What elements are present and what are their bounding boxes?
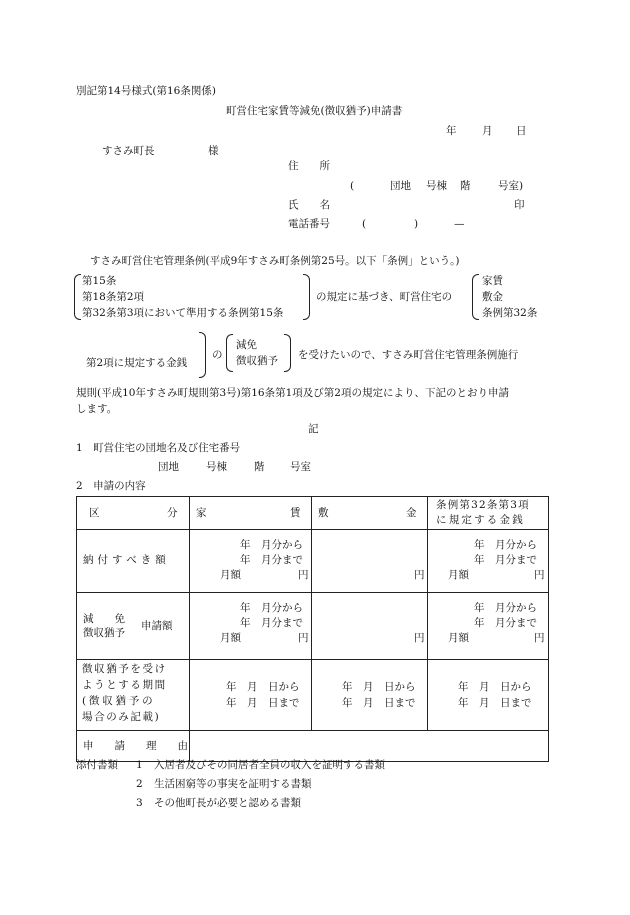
- date-year: 年: [446, 125, 457, 137]
- ki-mark: 記: [308, 423, 319, 435]
- left-option-3: 第32条第3項において準用する条例第15条: [82, 307, 284, 319]
- body-line3-no: の: [212, 349, 223, 361]
- header-kubun: 区 分: [77, 497, 190, 530]
- addressee-name: すさみ町長: [102, 145, 155, 157]
- date-month: 月: [482, 125, 493, 137]
- unit-kai: 階: [460, 180, 471, 192]
- right-option-3: 条例第32条: [482, 307, 538, 319]
- name-label: 氏 名: [288, 199, 330, 211]
- attachment-3-no: 3: [136, 797, 143, 809]
- row2-deposit: 円: [312, 593, 428, 660]
- header-deposit: 敷 金: [312, 497, 428, 530]
- addressee-honorific: 様: [208, 145, 219, 157]
- line3-option-1: 減免: [236, 339, 257, 351]
- row3-deposit: 年 月 日から 年 月 日まで: [312, 660, 428, 731]
- section1-danchi: 団地: [158, 461, 179, 473]
- phone-open-paren: (: [362, 218, 367, 230]
- right-bracket: [472, 274, 479, 320]
- address-label: 住 所: [288, 160, 330, 172]
- left-option-1: 第15条: [82, 275, 117, 287]
- seal-mark: 印: [514, 199, 525, 211]
- header-money: 条例第32条第3項 に規定する金銭: [428, 497, 549, 530]
- row3-rent: 年 月 日から 年 月 日まで: [190, 660, 312, 731]
- attachment-1-no: 1: [136, 759, 143, 771]
- body-mid-text: の規定に基づき、町営住宅の: [316, 291, 453, 303]
- section1-kai: 階: [254, 461, 265, 473]
- left-bracket-close: [303, 274, 310, 320]
- section1-goto: 号棟: [206, 461, 227, 473]
- row2-money: 年 月分から 年 月分まで 月額 円: [428, 593, 549, 660]
- section2-title: 2 申請の内容: [76, 480, 146, 492]
- body-line1: すさみ町営住宅管理条例(平成9年すさみ町条例第25号。以下「条例」という。): [90, 255, 460, 267]
- body-line4: 規則(平成10年すさみ町規則第3号)第16条第1項及び第2項の規定により、下記のとおり申請: [76, 387, 509, 399]
- form-id: 別記第14号様式(第16条関係): [76, 85, 216, 97]
- left-bracket: [74, 274, 81, 320]
- row1-money: 年 月分から 年 月分まで 月額 円: [428, 530, 549, 593]
- unit-goto: 号棟: [426, 180, 447, 192]
- attachment-2-text: 生活困窮等の事実を証明する書類: [154, 778, 312, 790]
- row1-rent: 年 月分から 年 月分まで 月額 円: [190, 530, 312, 593]
- right-option-2: 敷金: [482, 291, 503, 303]
- phone-dash: —: [454, 218, 465, 230]
- line3-bracket-close: [199, 332, 206, 378]
- right-option-1: 家賃: [482, 275, 503, 287]
- row1-deposit: 円: [312, 530, 428, 593]
- row3-label: 徴収猶予を受け ようとする期間 (徴収猶予の 場合のみ記載): [77, 660, 190, 731]
- form-title: 町営住宅家賃等減免(徴収猶予)申請書: [226, 105, 403, 117]
- line3-options-bracket: [226, 334, 233, 372]
- application-table: [76, 496, 549, 762]
- body-line3-prefix: 第2項に規定する金銭: [86, 357, 188, 369]
- attachment-3-text: その他町長が必要と認める書類: [154, 797, 301, 809]
- row1-label: 納付すべき額: [77, 530, 190, 593]
- section1-goshitsu: 号室: [290, 461, 311, 473]
- left-option-2: 第18条第2項: [82, 291, 145, 303]
- unit-danchi: 団地: [390, 180, 411, 192]
- attachment-1-text: 入居者及びその同居者全員の収入を証明する書類: [154, 759, 385, 771]
- row4-label: 申 請 理 由: [77, 731, 190, 762]
- phone-close-paren: ): [414, 218, 419, 230]
- phone-label: 電話番号: [288, 218, 330, 230]
- unit-goshitsu: 号室): [498, 180, 524, 192]
- row2-label: 減 免 徴収猶予 申請額: [77, 593, 190, 660]
- date-day: 日: [516, 125, 527, 137]
- body-line3-suffix: を受けたいので、すさみ町営住宅管理条例施行: [298, 349, 519, 361]
- section1-title: 1 町営住宅の団地名及び住宅番号: [76, 442, 241, 454]
- body-line5: します。: [76, 403, 118, 415]
- line3-option-2: 徴収猶予: [236, 355, 278, 367]
- unit-open-paren: (: [350, 180, 355, 192]
- row2-rent: 年 月分から 年 月分まで 月額 円: [190, 593, 312, 660]
- attachment-2-no: 2: [136, 778, 143, 790]
- line3-options-bracket-close: [284, 334, 291, 372]
- row4-reason-field[interactable]: [190, 731, 549, 762]
- attachments-label: 添付書類: [76, 759, 118, 771]
- header-rent: 家 賃: [190, 497, 312, 530]
- row3-money: 年 月 日から 年 月 日まで: [428, 660, 549, 731]
